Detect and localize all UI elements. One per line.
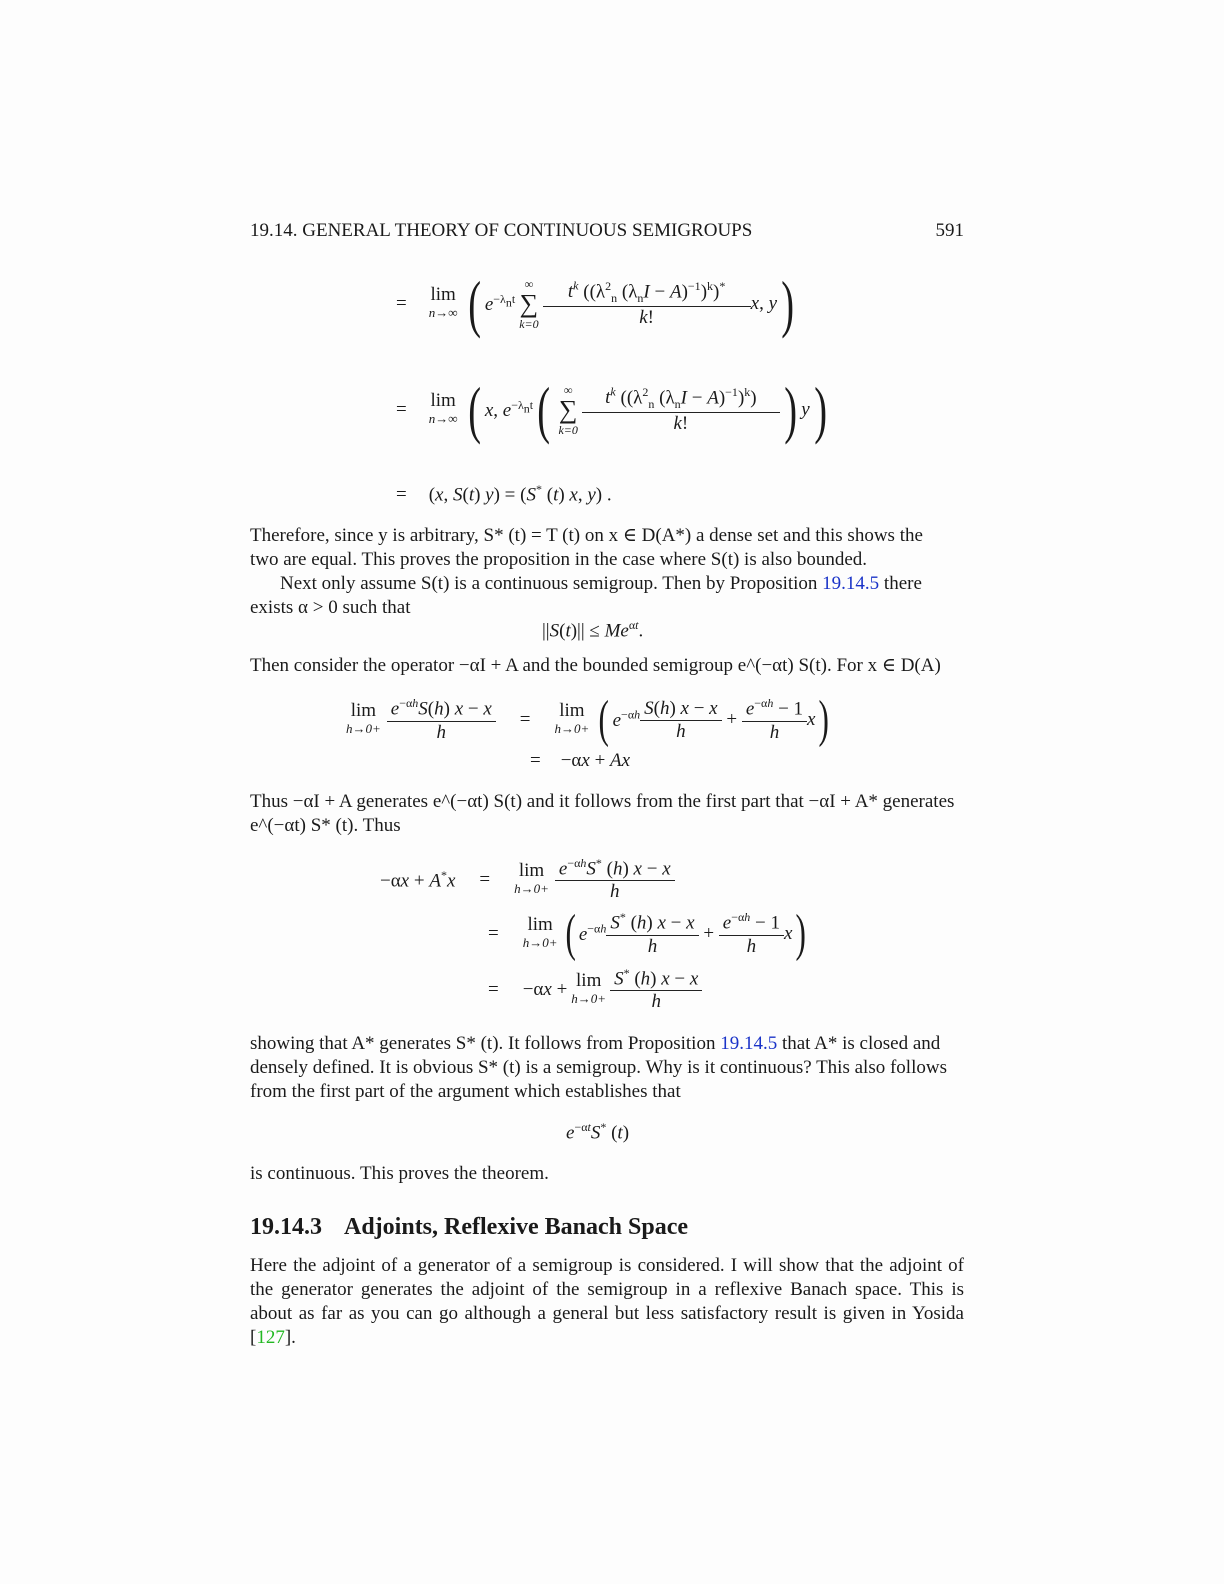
paragraph-3: Then consider the operator −αI + A and the bounded semigroup e^(−αt) S(t). For x ∈ D(A) <box>250 655 941 676</box>
proposition-link-2[interactable]: 19.14.5 <box>720 1033 778 1054</box>
equation-line-3: = (x, S(t) y) = (S* (t) x, y) . <box>396 482 612 506</box>
equation-line-2: = lim n→∞ ( x, $e^{-\lambda_nt}$( ∞ ∑ k=0 $\frac{t^k ((\lambda^2_n (\lambda_nI - A)^{-1})^k)}{k!}$ ) y) <box>396 374 827 445</box>
section-title: Adjoints, Reflexive Banach Space <box>344 1214 688 1240</box>
equation-adjoint-2: = lim h→0+ ( $e^{-\alpha h}$ $\frac{S^* (h) x - x}{h}$ + $\frac{e^{-\alpha h} - 1}{h}$ x) <box>488 905 807 962</box>
paragraph-2 <box>250 572 964 620</box>
paragraph-5-line-3: from the first part of the argument which establishes that <box>250 1081 681 1102</box>
paragraph-6: is continuous. This proves the theorem. <box>250 1163 549 1184</box>
equation-limit-1: lim h→0+ $\frac{e^{-\alpha h}S(h) x - x}{h}$ = lim h→0+ ( $e^{-\alpha h}$ $\frac{S(h) x - x}{h}$ + $\frac{e^{-\alpha h} - 1}{h}$ x) <box>346 691 830 748</box>
paragraph-5-line-2: densely defined. It is obvious S* (t) is a semigroup. Why is it continuous? This also follows <box>250 1057 947 1078</box>
paragraph-1-line-2: two are equal. This proves the proposition in the case where S(t) is also bounded. <box>250 549 868 570</box>
paragraph-4 <box>250 790 964 838</box>
paragraph-2-text-a: Next only assume S(t) is a continuous semigroup. Then by Proposition <box>280 573 823 594</box>
paragraph-2-line-2: exists α > 0 such that <box>250 597 411 618</box>
equation-norm-bound: $||S(t)|| \le Me^{\alpha t}$. <box>542 618 644 642</box>
equation-limit-2: = −αx + Ax <box>530 750 631 771</box>
paragraph-1 <box>250 524 964 572</box>
final-paragraph <box>250 1254 964 1350</box>
page-number: 591 <box>935 220 964 241</box>
paragraph-1-line-1: Therefore, since y is arbitrary, S* (t) = T (t) on x ∈ D(A*) a dense set and this shows the <box>250 525 923 546</box>
paragraph-5 <box>250 1032 964 1104</box>
section-number: 19.14.3 <box>250 1214 322 1240</box>
paragraph-5-text-a: showing that A* generates S* (t). It follows from Proposition <box>250 1033 721 1054</box>
final-paragraph-end: ]. <box>284 1327 296 1348</box>
paragraph-2-text-b: there <box>879 573 922 594</box>
running-title: 19.14. GENERAL THEORY OF CONTINUOUS SEMIGROUPS <box>250 220 753 241</box>
equation-line-1: = lim n→∞ ( $e^{-\lambda_nt}$ ∞ ∑ k=0 $\frac{t^k ((\lambda^2_n (\lambda_nI - A)^{-1})^k)^*}{k!}$ x, y) <box>396 268 795 339</box>
section-heading <box>250 1214 688 1241</box>
equation-adjoint-1: −αx + A*x = lim h→0+ $\frac{e^{-\alpha h}S^* (h) x - x}{h}$ <box>380 856 675 903</box>
paragraph-5-text-b: that A* is closed and <box>777 1033 941 1054</box>
paragraph-4-line-2: e^(−αt) S* (t). Thus <box>250 815 401 836</box>
equation-adjoint-3: = −αx +lim h→0+ $\frac{S^* (h) x - x}{h}$ <box>488 966 702 1013</box>
running-header <box>250 220 964 242</box>
equation-continuous: $e^{-\alpha t}S^*$ (t) <box>566 1120 630 1144</box>
final-paragraph-text: Here the adjoint of a generator of a semigroup is considered. I will show that the adjoint of the generator generates the adjoint of the semigroup in a reflexive Banach space. This is about as far as you can go although a general but less satisfactory result is given in Yosida [ <box>250 1255 964 1348</box>
paragraph-4-line-1: Thus −αI + A generates e^(−αt) S(t) and it follows from the first part that −αI + A* generates <box>250 791 955 812</box>
citation-link[interactable]: 127 <box>256 1327 285 1348</box>
proposition-link[interactable]: 19.14.5 <box>822 573 880 594</box>
